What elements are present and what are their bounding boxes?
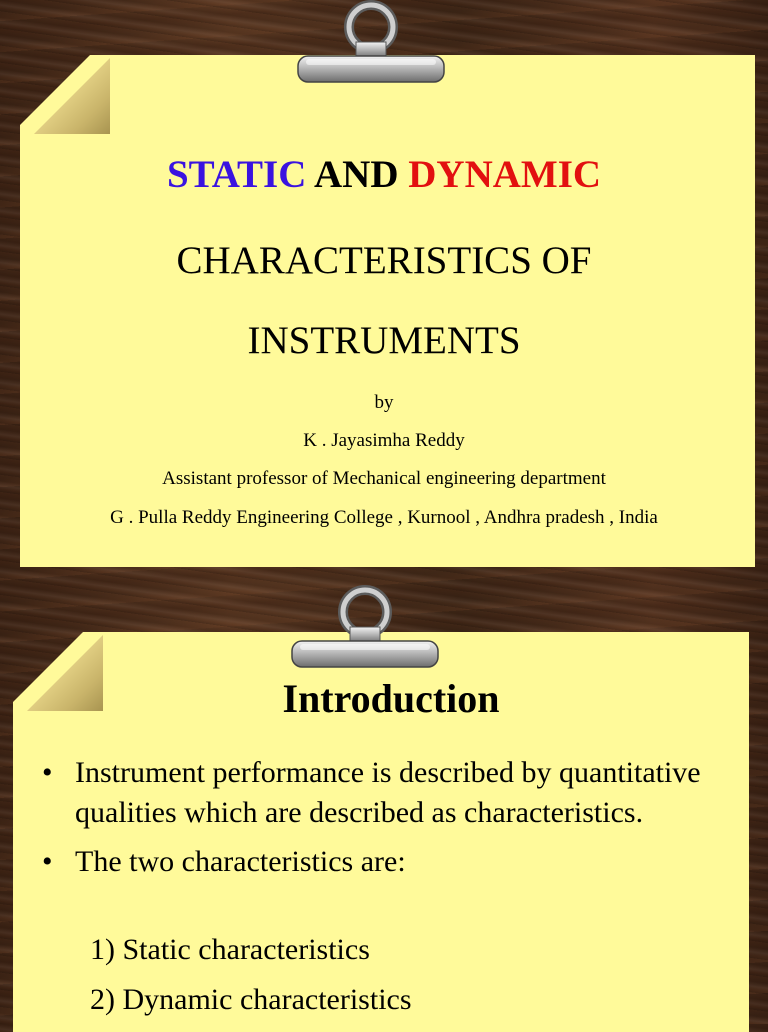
bullet-list — [40, 753, 740, 891]
page-curl-icon — [34, 58, 110, 134]
author-institution: G . Pulla Reddy Engineering College , Kurnool , Andhra pradesh , India — [110, 507, 658, 528]
bullet-marker: • — [42, 756, 53, 789]
bullet-text: The two characteristics are: — [75, 845, 406, 878]
bullet-text: Instrument performance is described by quantitative qualities which are described as characteristics. — [75, 756, 701, 829]
list-item-static: 1) Static characteristics — [90, 933, 370, 966]
title-word-static: STATIC — [166, 153, 307, 196]
title-word-and: AND — [313, 153, 399, 196]
slide-heading: Introduction — [282, 676, 500, 721]
list-item-dynamic: 2) Dynamic characteristics — [90, 983, 412, 1016]
slide-title-line-1 — [20, 152, 748, 197]
title-word-dynamic: DYNAMIC — [408, 153, 602, 196]
author-name: K . Jayasimha Reddy — [303, 430, 465, 451]
by-text: by — [374, 392, 394, 413]
bullet-item — [40, 753, 740, 833]
author-position: Assistant professor of Mechanical engineering department — [162, 468, 606, 489]
slide-title-line-2: CHARACTERISTICS OF — [176, 239, 592, 282]
slide-title-line-3: INSTRUMENTS — [247, 319, 521, 362]
binder-clip-icon — [290, 585, 440, 670]
bullet-item — [40, 842, 740, 882]
binder-clip-icon — [296, 0, 446, 85]
note-paper — [20, 55, 755, 567]
introduction-slide — [0, 585, 768, 1024]
bullet-marker: • — [42, 845, 53, 878]
characteristics-list — [90, 930, 412, 1030]
